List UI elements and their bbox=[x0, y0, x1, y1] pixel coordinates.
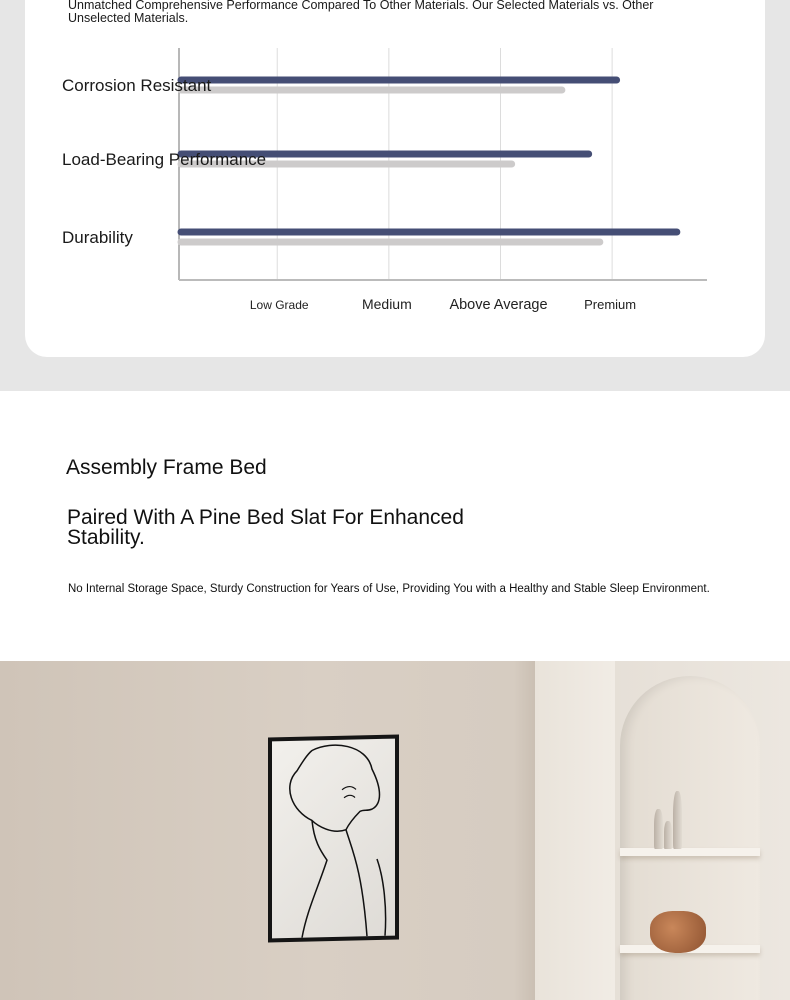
x-tick-label: Premium bbox=[584, 297, 637, 312]
category-label: Load-Bearing Performance bbox=[62, 150, 267, 169]
performance-chart bbox=[0, 0, 790, 391]
vase bbox=[654, 809, 663, 849]
clay-pot bbox=[650, 911, 706, 953]
assembly-section bbox=[0, 391, 790, 661]
line-art-canvas bbox=[272, 739, 395, 939]
section-subtitle: Paired With A Pine Bed Slat For Enhanced Stability. bbox=[67, 506, 464, 549]
vase bbox=[664, 821, 672, 849]
x-tick-label: Low Grade bbox=[249, 298, 309, 312]
intro-text: Unmatched Comprehensive Performance Compared To Other Materials. Our Selected Materials vs. Other Unselected Materials. bbox=[68, 0, 654, 25]
section-title: Assembly Frame Bed bbox=[66, 456, 267, 479]
bedroom-photo bbox=[0, 661, 790, 1000]
woman-line-art-icon bbox=[272, 739, 395, 939]
section-description: No Internal Storage Space, Sturdy Construction for Years of Use, Providing You with a Healthy and Stable Sleep Environment. bbox=[68, 583, 710, 595]
wall-art-frame bbox=[268, 735, 399, 943]
wall-edge bbox=[535, 661, 615, 1000]
category-label: Durability bbox=[62, 228, 133, 247]
x-tick-label: Above Average bbox=[449, 297, 548, 313]
shelf bbox=[620, 848, 760, 856]
comparison-section bbox=[0, 0, 790, 391]
vase bbox=[673, 791, 682, 849]
x-tick-label: Medium bbox=[361, 296, 412, 312]
category-label: Corrosion Resistant bbox=[62, 76, 212, 95]
